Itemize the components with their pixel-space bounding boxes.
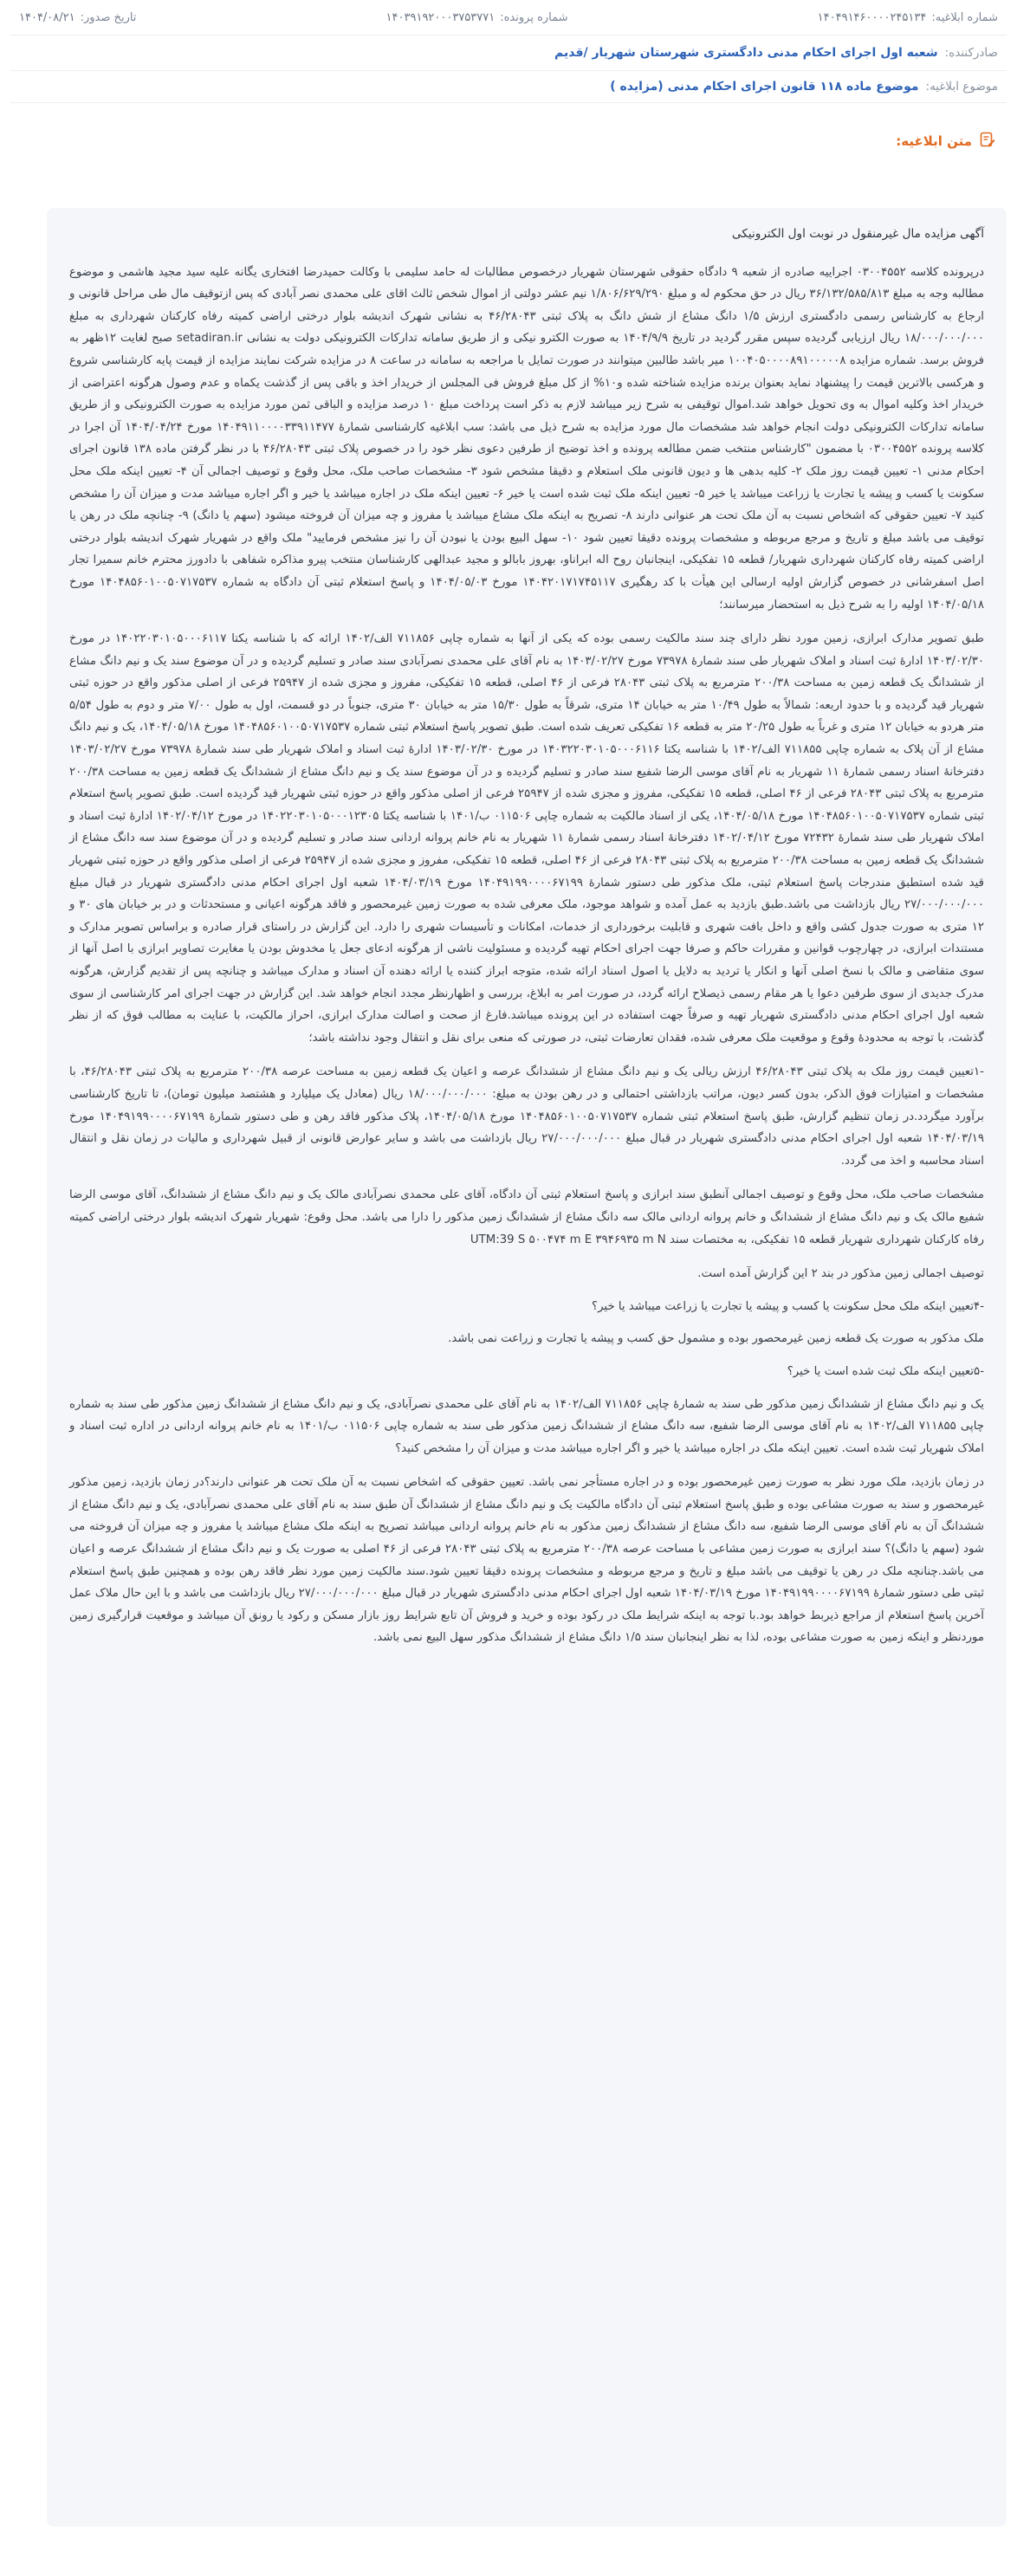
subject-row — [0, 71, 1017, 102]
body-paragraph-3: -۱تعیین قیمت روز ملک به پلاک ثبتی ۴۶/۲۸۰۴۳ ارزش ریالی یک و نیم دانگ مشاع از ششدانگ عرصه و اعیان یک قطعه زمین به مساحت عرصه ۲۰۰/۳۸ مترمربع به پلاک ثبتی ۴۶/۲۸۰۴۳، با مشخصات و امتیازات فوق الذکر، بدون کسر دیون، مراتب بازداشتی احتمالی و در رهن بودن به مبلغ: ۱۸/۰۰۰/۰۰۰/۰۰۰ ریال (معادل یک میلیارد و هشتصد میلیون تومان)، تا تاریخ کارشناسی برآورد میگردد.در زمان تنظیم گزارش، طبق پاسخ استعلام ثبتی شماره ۱۴۰۴۸۵۶۰۱۰۰۵۰۷۱۷۵۳۷ مورخ ۱۴۰۴/۰۵/۱۸، پلاک مذکور فاقد رهن و طی دستور شمارهٔ ۱۴۰۴۹۱۹۹۰۰۰۰۶۷۱۹۹ مورخ ۱۴۰۴/۰۳/۱۹ شعبه اول اجرای احکام مدنی دادگستری شهریار در قبال مبلغ ۲۷/۰۰۰/۰۰۰/۰۰۰ ریال بازداشت می باشد و سایر عوارض قانونی از قبیل شهرداری و مالیات در زمان نقل و انتقال اسناد محاسبه و اخذ می گردد. — [69, 1065, 985, 1168]
body-paragraph-7: ملک مذکور به صورت یک قطعه زمین غیرمحصور بوده و مشمول حق کسب و پیشه یا تجارت و زراعت نمی باشد. — [448, 1332, 984, 1346]
body-paragraph-5: توصیف اجمالی زمین مذکور در بند ۲ این گزارش آمده است. — [697, 1267, 984, 1281]
body-paragraph-2: طبق تصویر مدارک ابرازی، زمین مورد نظر دارای چند سند مالکیت رسمی بوده که یکی از آنها به شماره چاپی ۷۱۱۸۵۶ الف/۱۴۰۲ ارائه که با شناسه یکتا ۱۴۰۲۲۰۳۰۱۰۵۰۰۰۶۱۱۷ در مورخ ۱۴۰۳/۰۲/۳۰ ادارهٔ ثبت اسناد و املاک شهریار طی سند شمارهٔ ۷۳۹۷۸ مورخ ۱۴۰۳/۰۲/۲۷ به نام آقای علی محمدی نصرآبادی سند صادر و تسلیم گردیده و در آن موضوع سند یک و نیم دانگ مشاع از ششدانگ یک قطعه زمین به مساحت ۲۰۰/۳۸ مترمربع به پلاک ثبتی ۲۸۰۴۳ فرعی از ۴۶ اصلی، قطعه ۱۵ تفکیکی، مفروز و مجزی شده از ۲۵۹۴۷ فرعی از اصلی مذکور واقع در حوزه ثبتی شهریار قید گردیده و با حدود اربعه: شمالاً به طول ۱۰/۴۹ متر به خیابان ۱۴ متری، شرقاً به طول ۱۵/۳۰ متر به خیابان ۳۰ متری، جنوباً در دو قسمت، اول به طول ۷/۰۰ متر و دوم به طول ۵/۵۴ متر هردو به خیابان ۱۲ متری و غرباً به طول ۲۰/۲۵ متر به قطعه ۱۶ تفکیکی تعریف شده است. طبق تصویر پاسخ استعلام ثبتی شماره ۱۴۰۴۸۵۶۰۱۰۰۵۰۷۱۷۵۳۷ مورخ ۱۴۰۴/۰۵/۱۸، یک و نیم دانگ مشاع از آن پلاک به شماره چاپی ۷۱۱۸۵۵ الف/۱۴۰۲ با شناسه یکتا ۱۴۰۳۲۲۰۳۰۱۰۵۰۰۰۶۱۱۶ در مورخ ۱۴۰۳/۰۲/۳۰ ادارهٔ ثبت اسناد و املاک شهریار طی سند شمارهٔ ۷۳۹۷۸ مورخ ۱۴۰۳/۰۲/۲۷ دفترخانهٔ اسناد رسمی شمارهٔ ۱۱ شهریار به نام آقای موسی الرضا شفیع سند صادر و تسلیم گردیده و در آن موضوع سند یک و نیم دانگ مشاع از ششدانگ یک قطعه زمین به مساحت ۲۰۰/۳۸ مترمربع به پلاک ثبتی ۲۸۰۴۳ فرعی از ۴۶ اصلی، قطعه ۱۵ تفکیکی، مفروز و مجزی شده از ۲۵۹۴۷ فرعی از اصلی مذکور واقع در حوزه ثبتی شهریار قید گردیده است. طبق تصویر پاسخ استعلام ثبتی شماره ۱۴۰۴۸۵۶۰۱۰۰۵۰۷۱۷۵۳۷ مورخ ۱۴۰۴/۰۵/۱۸، یکی از اسناد مالکیت به شماره چاپی ۰۱۱۵۰۶ ب/۱۴۰۱ با شناسه یکتا ۱۴۰۲۲۰۳۰۱۰۵۰۰۰۱۲۳۰۵ در مورخ ۱۴۰۲/۰۴/۱۲ ادارهٔ ثبت اسناد و املاک شهریار طی سند شمارهٔ ۷۲۴۳۲ مورخ ۱۴۰۲/۰۴/۱۲ دفترخانهٔ اسناد رسمی شمارهٔ ۱۱ شهریار به نام خانم پروانه اردانی سند صادر و تسلیم گردیده و در آن موضوع سند سه دانگ مشاع از ششدانگ یک قطعه زمین به مساحت ۲۰۰/۳۸ مترمربع به پلاک ثبتی ۲۸۰۴۳ فرعی از ۴۶ اصلی، قطعه ۱۵ تفکیکی، مفروز و مجزی شده از ۲۵۹۴۷ فرعی از اصلی مذکور واقع در حوزه ثبتی شهریار قید شده استطبق مندرجات پاسخ استعلام ثبتی، ملک مذکور طی دستور شمارهٔ ۱۴۰۴۹۱۹۹۰۰۰۰۶۷۱۹۹ مورخ ۱۴۰۴/۰۳/۱۹ شعبه اول اجرای احکام مدنی دادگستری شهریار در قبال مبلغ ۲۷/۰۰۰/۰۰۰/۰۰۰ ریال بازداشت می باشد.طبق بازدید به عمل آمده و شواهد موجود، ملک معرفی شده به صورت زمین غیرمحصور و فاقد هرگونه اعیانی و مستحدثات و در بر خیابان های ۳۰ و ۱۲ متری به صورت جدول کشی واقع و داخل بافت شهری و قابلیت برخورداری از خدمات، امکانات و تأسیسات شهری را دارد. این گزارش در راستای قرار صادره و براساس تصویر مدارک و مستندات ابرازی، در چهارچوب قوانین و مقررات حاکم و صرفا جهت اجرای احکام تهیه گردیده و مسئولیت ناشی از هرگونه ادعای جعل یا مخدوش بودن یا مغایرت تصاویر ابرازی با اصل آنها از سوی متقاضی و مالک با نسخ اصلی آنها و انکار یا تردید به دلایل یا اصول اسناد ارائه شده، متوجه ابراز کننده یا ارائه دهنده آن اسناد و مدارک میباشد و چنانچه پس از تقدیم گزارش، هرگونه مدرک جدیدی از سوی طرفین دعوا یا هر مقام رسمی ذیصلاح ارائه گردد، در صورت امر به ابلاغ، بررسی و اظهارنظر مجدد انجام خواهد شد. این گزارش در جهت اجرای امر کارشناسی از سوی شعبه اول اجرای احکام مدنی دادگستری شهریار تهیه و صرفاً جهت استفاده در این پرونده میباشد.فارغ از صحت و اصالت مدارک ابرازی، احراز مالکیت، با عنایت به مطالب فوق که از نظر گذشت، با توجه به محدودهٔ وقوع و موقعیت ملک معرفی شده، فقدان تعارضات ثبتی، در صورتی که منعی برای نقل و انتقال وجود نداشته باشد؛ — [69, 632, 985, 1045]
notice-meta-row — [0, 0, 1017, 35]
body-paragraph-8: -۵تعیین اینکه ملک ثبت شده است یا خیر؟ — [787, 1364, 984, 1378]
notice-number — [818, 11, 998, 24]
notice-body — [47, 208, 1007, 2527]
document-edit-icon — [979, 131, 996, 152]
case-number-label: شماره پرونده: — [500, 10, 568, 24]
notice-text-title — [0, 119, 1017, 164]
body-paragraph-1: درپرونده کلاسه ۰۳۰۰۴۵۵۲ اجراییه صادره از شعبه ۹ دادگاه حقوقی شهرستان شهریار درخصوص مطالبات له حامد سلیمی با وکالت حمیدرضا افتخاری یگانه علیه سید مجید هاشمی و موضوع مطالبه وجه به مبلغ ۳۶/۱۳۲/۵۸۵/۸۱۳ ریال در حق محکوم له و مبلغ ۱/۸۰۶/۶۲۹/۲۹۰ نیم عشر دولتی از اموال شخص ثالث اقای علی محمدی نصر آبادی که پس ازتوقیف مال طی مراحل قانونی و ارجاع به کارشناس رسمی دادگستری ارزش ۱/۵ دانگ مشاع از شش دانگ به پلاک ثبتی ۴۶/۲۸۰۴۳ به نشانی شهرک اندیشه بلوار درختی اراضی کمیته رفاه کارکنان شهرداری به مبلغ ۱۸/۰۰۰/۰۰۰/۰۰۰ ریال ارزیابی گردیده سپس مقرر گردید در تاریخ ۱۴۰۴/۹/۹ به صورت الکترو نیکی و از طریق سامانه تدارکات الکترونیکی دولت به نشانی setadiran.ir صبح لغایت ۱۲ظهر به فروش برسد. شماره مزایده ۱۰۰۴۰۵۰۰۰۰۸۹۱۰۰۰۰۰۸ میر باشد طالبین میتوانند در صورت تمایل با مراجعه به سامانه در ساعت ۸ در مزایده شرکت نمایند مزایده از قیمت پایه کارشناسی شروع و هرکسی بالاترین قیمت را پیشنهاد نماید بعنوان برنده مزایده شناخته شده و۱۰% از کل مبلغ فروش فی المجلس از خریدار اخذ و باقی پس از گذشت یکماه و عدم وصول هرگونه اعتراضی از خریدار اخذ وکلیه اموال به وی تحویل خواهد شد.اموال توقیفی به شرح زیر میباشد لازم به ذکر است پرداخت مبلغ ۱۰ درصد مزایده و الباقی ثمن مورد مزایده به صورت الکترونیکی و از طریق سامانه تدارکات الکترونیکی دولت انجام خواهد شد مشخصات مال مورد مزایده به شرح ذیل می باشد: سب ابلاغیه کارشناسی شمارهٔ ۱۴۰۴۹۱۱۰۰۰۰۳۳۹۱۱۴۷۷ مورخ ۱۴۰۴/۰۴/۲۴ آن اجرا در کلاسه پرونده ۰۳۰۰۴۵۵۲ با مضمون "کارشناس منتخب ضمن مطالعه پرونده و اخذ توضیح از طرفین دعوی نظر خود را در خصوص پلاک ثبتی ۴۶/۲۸۰۴۳ با در نظر گرفتن ماده ۱۳۸ قانون اجرای احکام مدنی ۱- تعیین قیمت روز ملک ۲- کلیه بدهی ها و دیون قانونی ملک استعلام و دقیقا مشخص شود ۳- مشخصات صاحب ملک، محل وقوع و توصیف اجمالی آن ۴- تعیین اینکه ملک محل سکونت یا کسب و پیشه یا تجارت یا زراعت میباشد یا خیر ۵- تعیین اینکه ملک ثبت شده است یا خیر ۶- تعیین اینکه ملک در اجاره میباشد یا خیر و اگر اجاره میباشد مدت و میزان آن را مشخص کنید ۷- تعیین حقوقی که اشخاص نسبت به آن ملک تحت هر عنوانی دارند ۸- تصریح به اینکه ملک مشاع میباشد یا مفروز و چه میزان آن فروخته میشود (سهم یا دانگ) ۹- چنانچه ملک در رهن یا توقیف می باشد مبلغ و تاریخ و مرجع مربوطه و مشخصات پرونده دقیقا تعیین شود ۱۰- سهل البیع بودن یا نبودن آن را نیز مشخص فرمایید" ملک واقع در شهریار شهرک اندیشه بلوار درختی اراضی کمیته رفاه کارکنان شهرداری شهریار/ قطعه ۱۵ تفکیکی، اینجانبان روح اله ابراناو، بهروز بابالو و مجید عبدالهی کارشناسان منتخب پیرو مذاکره شفاهی با دادورز محترم خانم سمیرا تجار اصل اسفرشانی در خصوص گزارش اولیه ارسالی این هیأت با کد رهگیری ۱۴۰۴۲۰۱۷۱۷۴۵۱۱۷ مورخ ۱۴۰۴/۰۵/۰۳ و پاسخ استعلام ثبتی آن دادگاه به شماره ۱۴۰۴۸۵۶۰۱۰۰۵۰۷۱۷۵۳۷ مورخ ۱۴۰۴/۰۵/۱۸ اولیه را به شرح ذیل به استحضار میرسانند؛ — [69, 265, 985, 612]
case-number-value: ۱۴۰۳۹۱۹۲۰۰۰۳۷۵۳۷۷۱ — [385, 10, 496, 24]
body-paragraph-9: یک و نیم دانگ مشاع از ششدانگ زمین مذکور طی سند به شمارهٔ چاپی ۷۱۱۸۵۶ الف/۱۴۰۲ به نام آقای علی محمدی نصرآبادی، یک و نیم دانگ مشاع از ششدانگ زمین مذکور طی سند به شماره چاپی ۷۱۱۸۵۵ الف/۱۴۰۲ به نام آقای موسی الرضا شفیع، سه دانگ مشاع از ششدانگ زمین مذکور طی سند به شماره چاپی ۰۱۱۵۰۶ ب/۱۴۰۱ به نام خانم پروانه اردانی در اداره ثبت اسناد و املاک شهریار ثبت شده است. تعیین اینکه ملک در اجاره میباشد یا خیر و اگر اجاره میباشد مدت و میزان آن را مشخص کنید؟ — [69, 1397, 984, 1455]
notice-number-value: ۱۴۰۴۹۱۴۶۰۰۰۰۲۴۵۱۳۴ — [817, 10, 927, 24]
issuer-row — [0, 36, 1017, 70]
issuer-label: صادرکننده: — [944, 46, 998, 60]
body-paragraph-4: مشخصات صاحب ملک، محل وقوع و توصیف اجمالی آنطبق سند ابرازی و پاسخ استعلام ثبتی آن دادگاه، آقای علی محمدی نصرآبادی مالک یک و نیم دانگ مشاع از ششدانگ، آقای موسی الرضا شفیع مالک یک و نیم دانگ مشاع از ششدانگ و خانم پروانه اردانی مالک سه دانگ مشاع از ششدانگ زمین مذکور را دارا می باشد. محل وقوع: شهریار شهرک اندیشه بلوار درختی اراضی کمیته رفاه کارکنان شهرداری شهریار قطعه ۱۵ تفکیکی، به مختصات سند UTM:39 S ۵۰۰۴۷۴ m E ۳۹۴۶۹۳۵ m N — [69, 1188, 984, 1246]
body-heading: آگهی مزایده مال غیرمنقول در نوبت اول الکترونیکی — [732, 227, 984, 241]
body-paragraph-10: در زمان بازدید، ملک مورد نظر به صورت زمین غیرمحصور بوده و در اجاره مستأجر نمی باشد. تعیین حقوقی که اشخاص نسبت به آن ملک تحت هر عنوانی دارند؟در زمان بازدید، زمین مذکور غیرمحصور و سند به صورت مشاعی بوده و طبق پاسخ استعلام ثبتی آن دادگاه مالکیت یک و نیم دانگ مشاع از ششدانگ آن طبق سند به نام آقای علی محمدی نصرآبادی، یک و نیم دانگ مشاع از ششدانگ آن به نام آقای موسی الرضا شفیع، سه دانگ مشاع از ششدانگ زمین مذکور به نام خانم پروانه اردانی میباشد تصریح به اینکه ملک مشاع میباشد یا مفروز و چه میزان آن فروخته می شود (سهم یا دانگ)؟ سند ابرازی به صورت زمین مشاعی با مساحت عرصه ۲۰۰/۳۸ مترمربع به پلاک ثبتی ۲۸۰۴۳ فرعی از ۴۶ اصلی به صورت یک و نیم دانگ مشاع از ششدانگ عرصه و اعیان می باشد.چنانچه ملک در رهن یا توقیف می باشد مبلغ و تاریخ و مرجع مربوطه و مشخصات پرونده دقیقا تعیین شود.سند مالکیت زمین مورد نظر فاقد رهن بوده و همچنین طبق پاسخ استعلام ثبتی طی دستور شمارهٔ ۱۴۰۴۹۱۹۹۰۰۰۰۶۷۱۹۹ مورخ ۱۴۰۴/۰۳/۱۹ شعبه اول اجرای احکام مدنی دادگستری شهریار در قبال مبلغ ۲۷/۰۰۰/۰۰۰/۰۰۰ ریال بازداشت می باشد و با این حال ملاک عمل آخرین پاسخ استعلام از مراجع ذیربط خواهد بود.با توجه به اینکه شرایط ملک در رکود بوده و خرید و فروش آن تابع شرایط روز بازار مسکن و رکود یا رونق آن میباشد و موقعیت قرارگیری زمین موردنظر و اینکه زمین به صورت مشاعی بوده، لذا به نظر اینجانبان سند ۱/۵ دانگ مشاع از ششدانگ مذکور سهل البیع نمی باشد. — [69, 1476, 984, 1645]
notice-text-title-label: متن ابلاغیه: — [896, 133, 972, 149]
subject-label: موضوع ابلاغیه: — [925, 80, 998, 94]
case-number — [386, 11, 568, 24]
body-paragraph-6: -۴تعیین اینکه ملک محل سکونت یا کسب و پیشه یا تجارت یا زراعت میباشد یا خیر؟ — [592, 1299, 984, 1313]
notice-number-label: شماره ابلاغیه: — [931, 10, 998, 24]
subject-link[interactable]: موضوع ماده ۱۱۸ قانون اجرای احکام مدنی (مزایده ) — [610, 80, 919, 94]
issue-date — [19, 11, 136, 24]
issuer-link[interactable]: شعبه اول اجرای احکام مدنی دادگستری شهرستان شهریار /قدیم — [554, 46, 938, 60]
issue-date-value: ۱۴۰۴/۰۸/۲۱ — [19, 10, 75, 24]
issue-date-label: تاریخ صدور: — [80, 10, 137, 24]
